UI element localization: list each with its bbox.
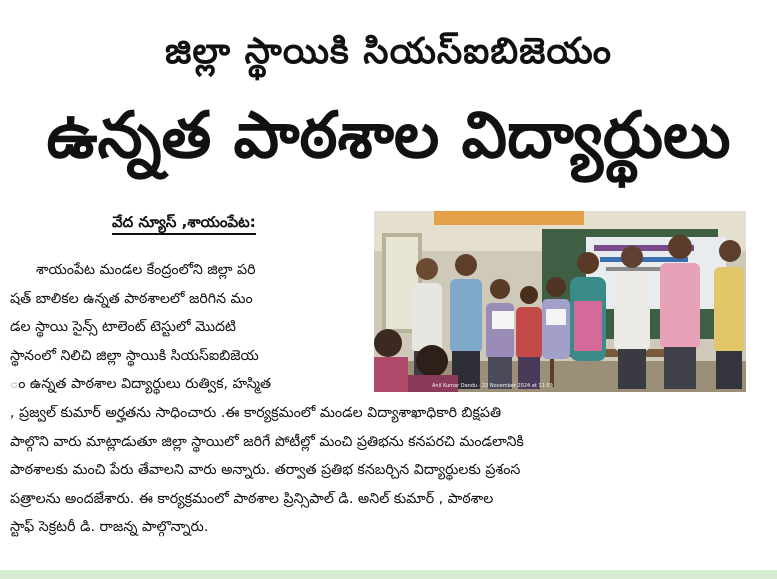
photo-credit: Anil Kumar Dandu · 22 November 2024 at 11:59 — [432, 383, 553, 389]
lead-line: ం ఉన్నత పాఠశాల విద్యార్థులు రుత్విక, హస్మిత — [10, 376, 272, 392]
body-line: పాల్గొని వారు మాట్లాడుతూ జిల్లా స్థాయిలో జరిగే పోటీల్లో మంచి ప్రతిభను కనపరచి మండలానికి — [10, 433, 524, 450]
article-lead — [10, 256, 367, 399]
headline-kicker: జిల్లా స్థాయికి సియస్ఐబిజెయం — [165, 31, 612, 72]
lead-line: షత్ బాలికల ఉన్నత పాఠశాలలో జరిగిన మం — [10, 290, 253, 307]
headline-main: ఉన్నత పాఠశాల విద్యార్థులు — [46, 99, 731, 173]
next-article-band — [0, 570, 777, 579]
body-line: , ప్రజ్వల్ కుమార్ అర్హతను సాధించారు .ఈ కార్యక్రమంలో మండల విద్యాశాఖాధికారి బిక్షపతి — [10, 405, 502, 421]
lead-line: శాయంపేట మండల కేంద్రంలోని జిల్లా పరి — [36, 262, 256, 278]
article-body — [10, 399, 758, 542]
news-photo — [374, 211, 746, 392]
body-line: స్టాఫ్ సెక్రటరీ డి. రాజన్న పాల్గొన్నారు. — [10, 519, 209, 535]
lead-line: డల స్థాయి సైన్స్ టాలెంట్ టెస్టులో మొదటి — [10, 319, 236, 335]
classroom-photo-illustration — [374, 211, 746, 392]
lead-line: స్థానంలో నిలిచి జిల్లా స్థాయికి సియస్ఐబిజెయ — [10, 347, 259, 364]
body-line: పాఠశాలకు మంచి పేరు తేవాలని వారు అన్నారు. తర్వాత ప్రతిభ కనబర్చిన విద్యార్థులకు ప్రశంస — [10, 462, 521, 478]
body-line: పత్రాలను అందజేశారు. ఈ కార్యక్రమంలో పాఠశాల ప్రిన్సిపాల్ డి. అనిల్ కుమార్ , పాఠశాల — [10, 490, 494, 507]
dateline: వేద న్యూస్ ,శాయంపేట: — [112, 212, 256, 235]
